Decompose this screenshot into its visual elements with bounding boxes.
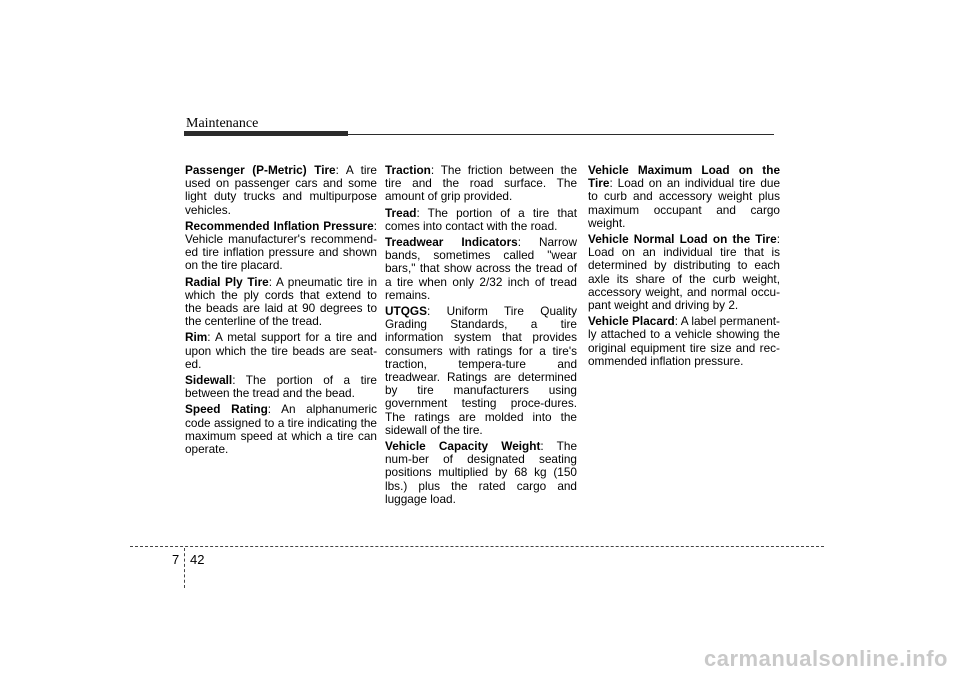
definition-term: Treadwear Indicators: [385, 235, 518, 250]
definition-term: Radial Ply Tire: [185, 274, 269, 289]
definition-text: : The num-ber of designated seating positions multiplied by 68 kg (150 lbs.) plus the rated cargo and luggage load.: [385, 439, 578, 506]
definition-term: Rim: [185, 330, 208, 345]
definition-entry: [588, 164, 780, 230]
definition-term: UTQGS: [385, 304, 427, 319]
definition-entry: [385, 236, 577, 302]
definition-text: : An alphanumeric code assigned to a tire indicating the maximum speed at which a tire can operate.: [185, 402, 377, 457]
definition-text: : Uniform Tire Quality Grading Standards, a tire information system that provides consumers with ratings for a tire's traction, tempera-ture and treadwear. Ratings are determined by tire manufacturers using government testing proce-dures. The ratings are molded into the sidewall of the tire.: [385, 304, 577, 437]
definition-term: Vehicle Capacity Weight: [385, 439, 541, 454]
definition-entry: [185, 374, 377, 400]
footer-vertical-dashed-rule: [184, 548, 185, 588]
definition-entry: [185, 331, 377, 371]
definition-text: : A tire used on passenger cars and some light duty trucks and multipurpose vehicles.: [185, 163, 377, 217]
definition-term: Speed Rating: [185, 402, 268, 417]
definition-term: Vehicle Normal Load on the Tire: [588, 232, 777, 247]
definition-entry: [385, 305, 577, 437]
footer-page-number: 42: [190, 552, 205, 567]
definition-entry: [185, 164, 377, 217]
definition-text: : Load on an individual tire that is determined by distributing to each axle its share of the curb weight, accessory weight, and normal occu-pant weight and driving by 2.: [588, 232, 780, 313]
text-column-1: [185, 164, 377, 459]
definition-term: Vehicle Maximum Load on the Tire: [588, 163, 780, 191]
text-column-3: [588, 164, 780, 371]
header-rule-thin: [184, 134, 774, 135]
definition-text: : The portion of a tire between the tread and the bead.: [185, 373, 377, 401]
definition-term: Vehicle Placard: [588, 314, 675, 329]
definition-text: : Narrow bands, sometimes called "wear bars," that show across the tread of a tire when only 2/32 inch of tread remains.: [385, 235, 577, 302]
definition-text: : The friction between the tire and the road surface. The amount of grip provided.: [385, 163, 577, 204]
definition-term: Traction: [385, 163, 431, 177]
definition-text: : A pneumatic tire in which the ply cords that extend to the beads are laid at 90 degrees to the centerline of the tread.: [185, 274, 378, 329]
definition-text: : Load on an individual tire due to curb and accessory weight plus maximum occupant and cargo weight.: [588, 176, 780, 230]
definition-text: : The portion of a tire that comes into contact with the road.: [385, 205, 577, 233]
definition-entry: [185, 403, 377, 456]
definition-entry: [588, 315, 780, 368]
page-header-title: Maintenance: [186, 116, 259, 131]
footer-dashed-rule: [130, 546, 824, 547]
definition-text: : A metal support for a tire and upon which the tire beads are seat-ed.: [185, 330, 377, 371]
definition-entry: [385, 164, 577, 204]
definition-text: : A label permanent-ly attached to a vehicle showing the original equipment tire size and rec-ommended inflation pressure.: [588, 314, 780, 368]
definition-term: Passenger (P-Metric) Tire: [185, 163, 336, 177]
footer-chapter-number: 7: [172, 552, 180, 567]
definition-entry: [588, 233, 780, 312]
definition-term: Sidewall: [185, 373, 233, 388]
definition-entry: [185, 220, 377, 273]
definition-term: Recommended Inflation Pressure: [185, 218, 374, 233]
definition-term: Tread: [385, 205, 417, 220]
definition-entry: [385, 440, 577, 506]
definition-entry: [185, 276, 377, 329]
definition-text: : Vehicle manufacturer's recommend-ed tire inflation pressure and shown on the tire placard.: [185, 218, 377, 273]
text-column-2: [385, 164, 577, 509]
watermark-text: carmanualsonline.info: [704, 646, 948, 671]
definition-entry: [385, 207, 577, 233]
